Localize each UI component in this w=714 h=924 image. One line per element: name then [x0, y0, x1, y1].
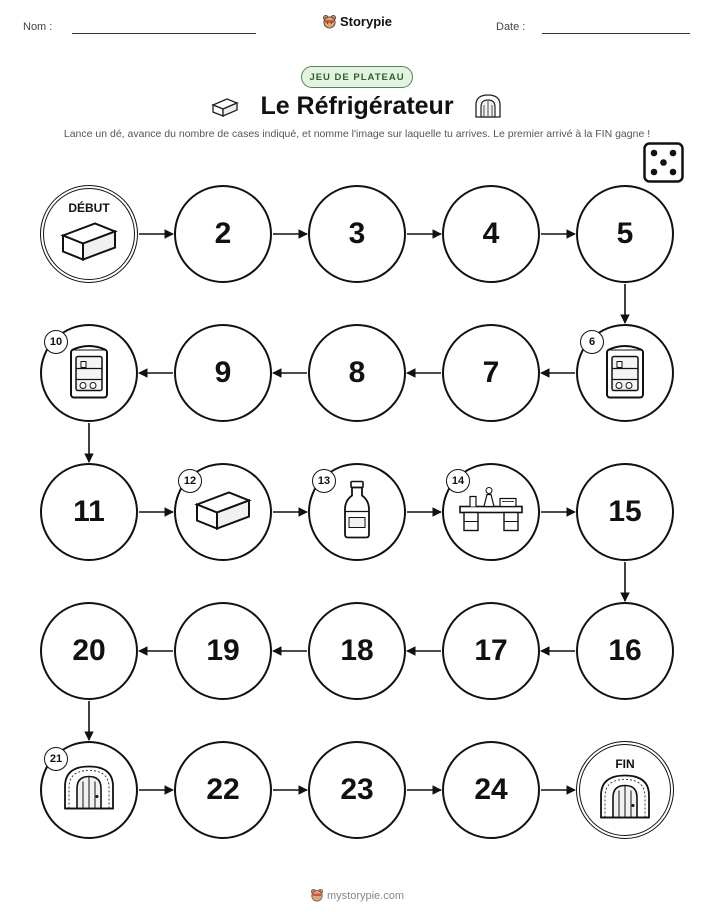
- start-space: [40, 185, 138, 283]
- board-space: [308, 324, 406, 422]
- finish-label: FIN: [615, 757, 635, 771]
- space-number: 7: [482, 356, 500, 389]
- oven-door-icon: [599, 774, 651, 825]
- space-number: 11: [73, 495, 105, 528]
- name-label: Nom :: [23, 21, 53, 33]
- fridge-icon: [603, 342, 647, 405]
- space-number-tag: 14: [446, 469, 470, 493]
- space-number-tag: 12: [178, 469, 202, 493]
- footer: [0, 888, 714, 905]
- board-space: [308, 463, 406, 561]
- start-label: DÉBUT: [68, 201, 110, 215]
- space-number: 2: [214, 217, 232, 250]
- space-number: 15: [608, 495, 642, 528]
- finish-space: [576, 741, 674, 839]
- instructions: Lance un dé, avance du nombre de cases indiqué, et nomme l'image sur laquelle tu arrives. Le premier arrivé à la FIN gagne !: [63, 128, 651, 140]
- space-number: 17: [474, 634, 508, 667]
- board-space: [40, 463, 138, 561]
- space-number-tag: 10: [44, 330, 68, 354]
- page-title: Le Réfrigérateur: [260, 92, 454, 120]
- board-space: [576, 463, 674, 561]
- board-space: [174, 324, 272, 422]
- space-number: 20: [72, 634, 106, 667]
- space-number-tag: 21: [44, 747, 68, 771]
- board-space: [174, 185, 272, 283]
- fridge-icon: [67, 342, 111, 405]
- space-number: 23: [340, 773, 374, 806]
- milk-bottle-icon: [342, 480, 372, 545]
- game-type-badge: JEU DE PLATEAU: [301, 66, 413, 88]
- butter-icon: [191, 487, 255, 538]
- space-number: 16: [608, 634, 642, 667]
- board-space: [40, 741, 138, 839]
- lab-desk-icon: [456, 485, 526, 540]
- board-space: [576, 324, 674, 422]
- board-space: [442, 185, 540, 283]
- space-number-tag: 13: [312, 469, 336, 493]
- board-space: [174, 463, 272, 561]
- board-space: [40, 602, 138, 700]
- space-number: 18: [340, 634, 374, 667]
- space-number: 5: [616, 217, 634, 250]
- oven-door-icon: [63, 765, 115, 816]
- board-space: [442, 463, 540, 561]
- board-space: [442, 324, 540, 422]
- brand-name: Storypie: [339, 14, 392, 29]
- board-space: [174, 741, 272, 839]
- butter-icon: [57, 218, 121, 269]
- board-space: [576, 185, 674, 283]
- board-space: [576, 602, 674, 700]
- board-space: [308, 741, 406, 839]
- board-space: [40, 324, 138, 422]
- board-space: [308, 185, 406, 283]
- bear-icon: [310, 888, 324, 905]
- space-number: 22: [206, 773, 240, 806]
- space-number: 8: [348, 356, 366, 389]
- space-number: 9: [214, 356, 232, 389]
- space-number-tag: 6: [580, 330, 604, 354]
- space-number: 19: [206, 634, 240, 667]
- space-number: 24: [474, 773, 508, 806]
- board-space: [442, 741, 540, 839]
- space-number: 4: [482, 217, 500, 250]
- board-space: [308, 602, 406, 700]
- board-space: [174, 602, 272, 700]
- space-number: 3: [348, 217, 366, 250]
- date-label: Date :: [496, 21, 526, 33]
- footer-url[interactable]: mystorypie.com: [326, 890, 405, 902]
- board-space: [442, 602, 540, 700]
